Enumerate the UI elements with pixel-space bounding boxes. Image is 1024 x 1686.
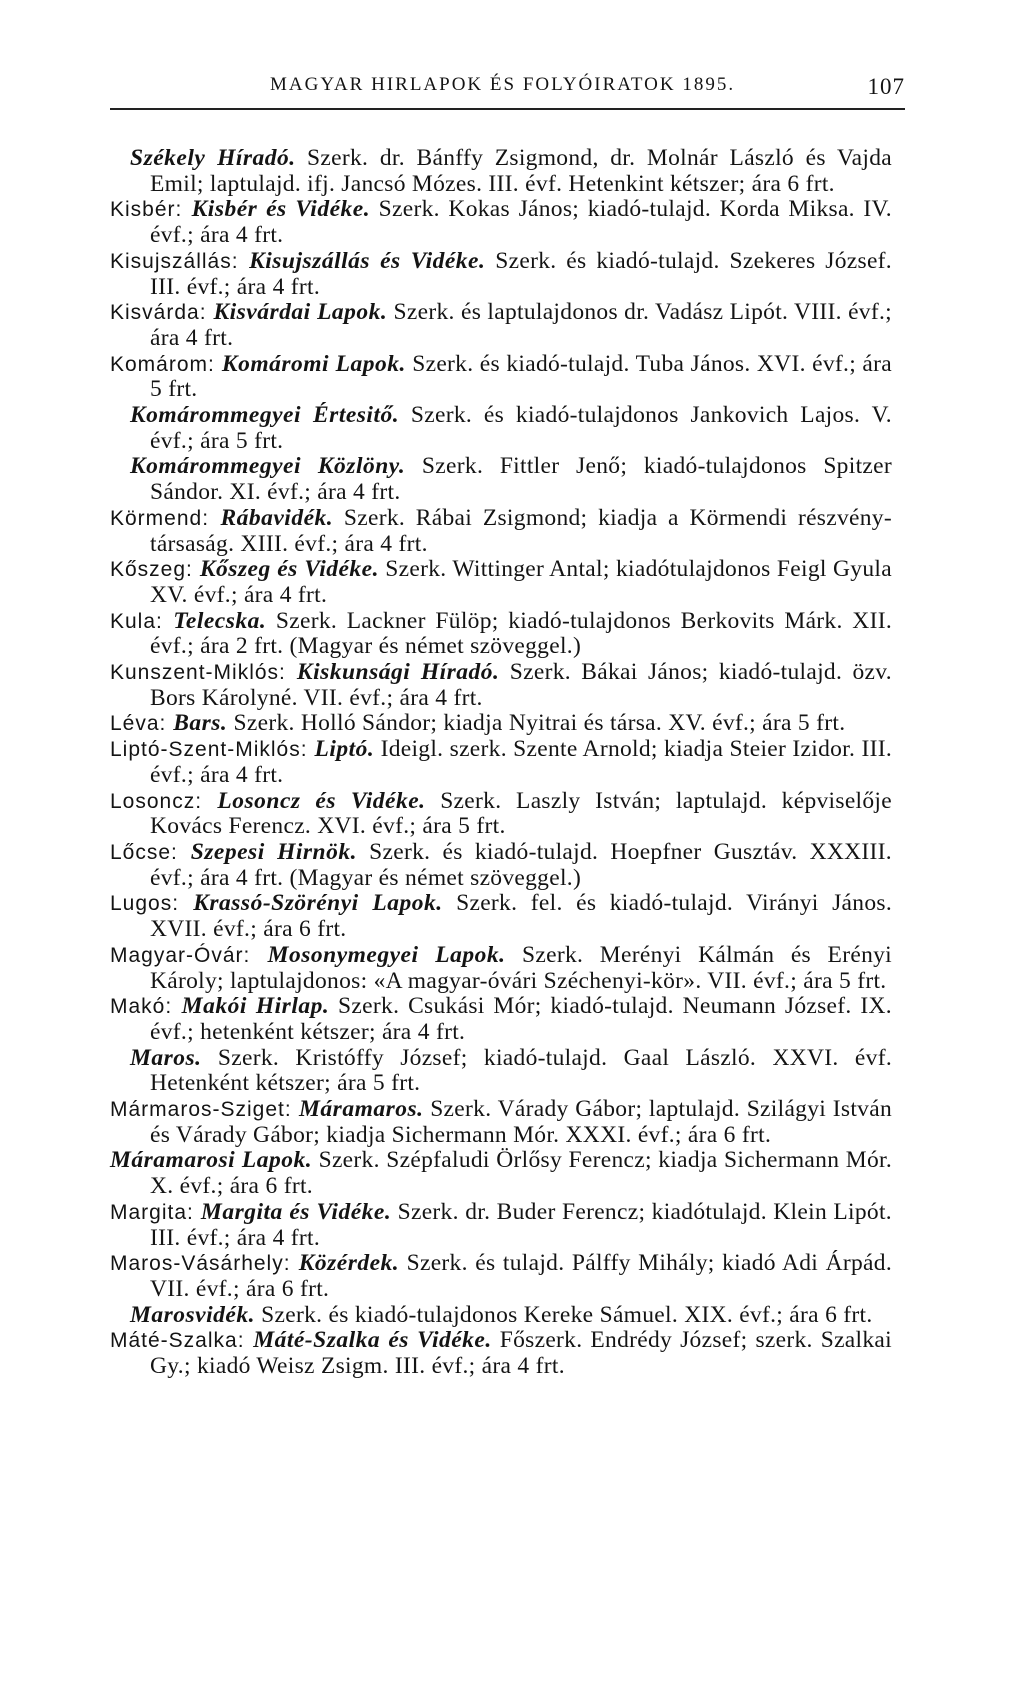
entry xyxy=(110,660,892,711)
entry xyxy=(110,1251,892,1302)
entry-place: Kőszeg: xyxy=(110,558,200,582)
entry-title: Mosonymegyei Lapok. xyxy=(267,941,506,968)
entry xyxy=(110,737,892,788)
entry-title: Kőszeg és Vidéke. xyxy=(199,556,379,583)
entry-details: Szerk. és kiadó-tulajd. Tuba János. XVI. évf.; ára 5 frt. xyxy=(150,350,892,403)
entry xyxy=(110,891,892,942)
entry-title: Kisujszállás és Vidéke. xyxy=(249,247,486,274)
entry-details: Szerk. dr. Buder Ferencz; kiadótulajd. Klein Lipót. III. évf.; ára 4 frt. xyxy=(150,1198,892,1251)
entry xyxy=(110,711,892,737)
entry-title: Kisvárdai Lapok. xyxy=(213,299,388,326)
page-number: 107 xyxy=(867,74,905,99)
entry-title: Komárommegyei Közlöny. xyxy=(130,453,406,480)
entry-place: Kula: xyxy=(110,609,174,633)
entry-title: Bars. xyxy=(173,710,228,737)
entry-details: Szerk. Szépfaludi Örlősy Ferencz; kiadja Sichermann Mór. X. évf.; ára 6 frt. xyxy=(150,1147,893,1200)
entry-details: Szerk. és kiadó-tulajd. Szekeres József. III. évf.; ára 4 frt. xyxy=(150,247,892,300)
entry-place: Máté-Szalka: xyxy=(110,1329,254,1353)
entry-place: Maros-Vásárhely: xyxy=(110,1252,299,1276)
entry-place: Mármaros-Sziget: xyxy=(110,1098,300,1122)
entry-title: Szepesi Hirnök. xyxy=(190,838,357,865)
entry xyxy=(110,403,892,454)
entry-details: Szerk. és kiadó-tulajdonos Jankovich Lajos. V. évf.; ára 5 frt. xyxy=(150,402,892,454)
entry-title: Közérdek. xyxy=(298,1250,400,1277)
entry-details: Szerk. Kokas János; kiadó-tulajd. Korda Miksa. IV. évf.; ára 4 frt. xyxy=(150,196,892,249)
entry-details: Szerk. dr. Bánffy Zsigmond, dr. Molnár László és Vajda Emil; laptulajd. ifj. Jancsó Mózes. III. évf. Hetenkint kétszer; ára 6 frt. xyxy=(150,145,892,197)
entry xyxy=(110,352,892,403)
entry-details: Szerk. és laptulajdonos dr. Vadász Lipót. VIII. évf.; ára 4 frt. xyxy=(150,299,892,351)
entry xyxy=(110,146,892,197)
entry-place: Lugos: xyxy=(110,892,194,916)
entry xyxy=(110,1328,892,1379)
entry-title: Makói Hirlap. xyxy=(181,993,330,1020)
running-head xyxy=(110,74,905,104)
entry-details: Szerk. és tulajd. Pálffy Mihály; kiadó Adi Árpád. VII. évf.; ára 6 frt. xyxy=(150,1250,892,1302)
entry xyxy=(110,506,892,557)
entry-title: Marosvidék. xyxy=(130,1301,255,1328)
entry-list xyxy=(110,146,892,1380)
entry-details: Ideigl. szerk. Szente Arnold; kiadja Steier Izidor. III. évf.; ára 4 frt. xyxy=(150,736,893,788)
entry-place: Makó: xyxy=(110,995,182,1019)
entry-title: Komáromi Lapok. xyxy=(221,350,406,377)
entry xyxy=(110,454,892,505)
entry xyxy=(110,300,892,351)
entry-place: Kunszent-Miklós: xyxy=(110,661,297,685)
entry-details: Szerk. Várady Gábor; laptulajd. Szilágyi István és Várady Gábor; kiadja Sichermann Mór. XXXI. évf.; ára 6 frt. xyxy=(150,1096,892,1148)
entry-place: Léva: xyxy=(110,712,174,736)
entry-place: Komárom: xyxy=(110,352,222,376)
entry-details: Szerk. Wittinger Antal; kiadótulajdonos Feigl Gyula XV. évf.; ára 4 frt. xyxy=(150,556,892,608)
entry-title: Kisbér és Vidéke. xyxy=(191,196,371,223)
running-title: MAGYAR HIRLAPOK ÉS FOLYÓIRATOK 1895. xyxy=(270,74,736,95)
entry-details: Szerk. Kristóffy József; kiadó-tulajd. Gaal László. XXVI. évf. Hetenként kétszer; ára 5 frt. xyxy=(150,1044,892,1097)
entry xyxy=(110,1200,892,1251)
header-rule xyxy=(110,108,905,110)
entry-details: Szerk. Csukási Mór; kiadó-tulajd. Neumann József. IX. évf.; hetenként kétszer; ára 4 frt. xyxy=(150,993,892,1045)
entry-details: Szerk. Laszly István; laptulajd. képviselője Kovács Ferencz. XVI. évf.; ára 5 frt. xyxy=(150,787,892,840)
entry-details: Szerk. Holló Sándor; kiadja Nyitrai és társa. XV. évf.; ára 5 frt. xyxy=(227,710,846,737)
entry-title: Kiskunsági Híradó. xyxy=(296,659,500,686)
entry-details: Szerk. Rábai Zsigmond; kiadja a Körmendi részvény-társaság. XIII. évf.; ára 4 frt. xyxy=(150,504,892,557)
entry xyxy=(110,557,892,608)
entry-details: Szerk. Fittler Jenő; kiadó-tulajdonos Spitzer Sándor. XI. évf.; ára 4 frt. xyxy=(150,453,892,506)
entry xyxy=(110,609,892,660)
entry-title: Komárommegyei Értesitő. xyxy=(130,402,400,429)
entry-title: Székely Híradó. xyxy=(130,145,296,171)
entry-title: Rábavidék. xyxy=(220,504,334,531)
entry-title: Maros. xyxy=(130,1044,202,1071)
entry-place: Margita: xyxy=(110,1200,201,1224)
entry-place: Magyar-Óvár: xyxy=(110,943,268,967)
entry xyxy=(110,789,892,840)
entry-title: Telecska. xyxy=(173,607,267,634)
entry-details: Szerk. Bákai János; kiadó-tulajd. özv. Bors Károlyné. VII. évf.; ára 4 frt. xyxy=(150,659,892,711)
entry-details: Szerk. Lackner Fülöp; kiadó-tulajdonos Berkovits Márk. XII. évf.; ára 2 frt. (Magyar és német szöveggel.) xyxy=(150,607,893,660)
entry-place: Kisujszállás: xyxy=(110,249,250,273)
entry-place: Kisbér: xyxy=(110,198,192,222)
entry-title: Máté-Szalka és Vidéke. xyxy=(253,1327,492,1354)
entry-title: Margita és Vidéke. xyxy=(200,1198,392,1225)
entry-details: Szerk. Merényi Kálmán és Erényi Károly; laptulajdonos: «A magyar-óvári Széchenyi-kör». VII. évf.; ára 5 frt. xyxy=(150,941,892,994)
entry-place: Lőcse: xyxy=(110,840,191,864)
entry-title: Máramaros. xyxy=(299,1096,424,1123)
entry-details: Szerk. és kiadó-tulajd. Hoepfner Gusztáv. XXXIII. évf.; ára 4 frt. (Magyar és német szöveggel.) xyxy=(150,838,892,891)
entry-title: Krassó-Szörényi Lapok. xyxy=(193,890,443,917)
entry xyxy=(110,1148,892,1199)
entry-details: Szerk. fel. és kiadó-tulajd. Virányi János. XVII. évf.; ára 6 frt. xyxy=(150,890,892,943)
entry xyxy=(110,840,892,891)
entry-place: Losoncz: xyxy=(110,789,218,813)
entry-details: Főszerk. Endrédy József; szerk. Szalkai Gy.; kiadó Weisz Zsigm. III. évf.; ára 4 frt. xyxy=(150,1327,892,1380)
entry-place: Körmend: xyxy=(110,506,221,530)
entry-place: Liptó-Szent-Miklós: xyxy=(110,738,315,762)
entry xyxy=(110,249,892,300)
entry-title: Losoncz és Vidéke. xyxy=(217,787,426,814)
entry-title: Máramarosi Lapok. xyxy=(110,1147,313,1174)
entry xyxy=(110,943,892,994)
entry-place: Kisvárda: xyxy=(110,301,214,325)
entry xyxy=(110,1097,892,1148)
entry xyxy=(110,1046,892,1097)
entry xyxy=(110,197,892,248)
entry-title: Liptó. xyxy=(314,736,375,763)
entry xyxy=(110,1303,892,1329)
entry xyxy=(110,994,892,1045)
entry-details: Szerk. és kiadó-tulajdonos Kereke Sámuel. XIX. évf.; ára 6 frt. xyxy=(254,1301,873,1328)
